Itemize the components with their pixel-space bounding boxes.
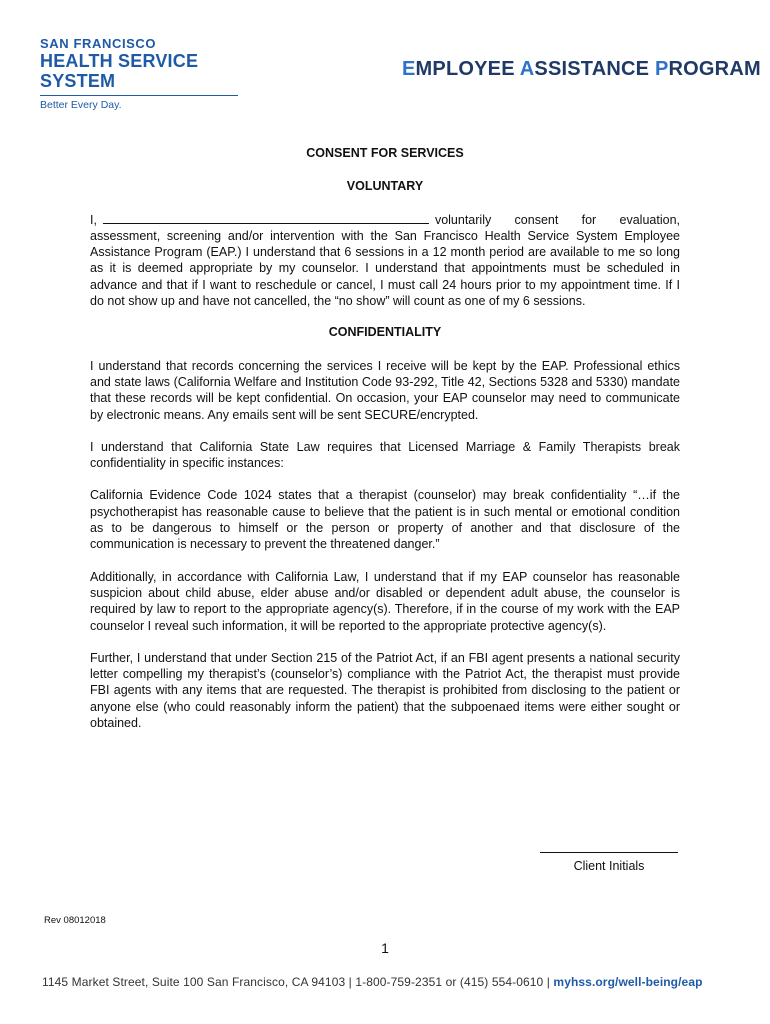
paragraph-evidence-code: California Evidence Code 1024 states that a therapist (counselor) may break confidentiality “…if the psychotherapist has reasonable cause to believe that the patient is in such mental or emotional condition as to be dangerous to himself or the person or property of another and that disclosure of the communication is necessary to prevent the threatened danger.” <box>90 488 680 552</box>
paragraph-abuse-reporting: Additionally, in accordance with California Law, I understand that if my EAP counselor has reasonable suspicion about child abuse, elder abuse and/or disabled or dependent adult abuse, the counselor is required by law to report to the appropriate agency(s). Therefore, if in the course of my work with the EAP counselor I reveal such information, it will be reported to the appropriate protective agency(s). <box>90 569 680 633</box>
section-heading-confidentiality: CONFIDENTIALITY <box>328 325 442 340</box>
document-body <box>90 145 680 731</box>
title-word-employee: MPLOYEE <box>415 58 520 80</box>
paragraph-records: I understand that records concerning the services I receive will be kept by the EAP. Professional ethics and state laws (California Welfare and Institution Code 93-292, Title 42, Sections 5328 and 5330) mandate that these records will be kept confidential. On occasion, your EAP counselor may need to communicate by electronic means. Any emails sent will be sent SECURE/encrypted. <box>90 358 680 422</box>
logo-org-line2: HEALTH SERVICE SYSTEM <box>40 51 199 91</box>
title-word-program: ROGRAM <box>668 58 761 80</box>
client-name-blank[interactable] <box>103 212 429 224</box>
document-title: CONSENT FOR SERVICES <box>306 146 464 160</box>
hss-logo <box>40 36 240 111</box>
logo-org-line1: SAN FRANCISCO <box>40 36 157 51</box>
paragraph-patriot-act: Further, I understand that under Section 215 of the Patriot Act, if an FBI agent presents a national security letter compelling my therapist’s (counselor’s) compliance with the Patriot Act, the therapist must provide FBI agents with any items that are requested. The therapist is prohibited from disclosing to the patient or anyone else (who could reasonably inform the patient) that the subpoenaed items were either sought or obtained. <box>90 650 680 731</box>
footer-address: 1145 Market Street, Suite 100 San Francisco, CA 94103 | 1-800-759-2351 or (415) 554-0610 | <box>42 975 554 989</box>
paragraph-state-law: I understand that California State Law requires that Licensed Marriage & Family Therapists break confidentiality in specific instances: <box>90 439 680 471</box>
voluntary-text: voluntarily consent for evaluation, assessment, screening and/or intervention with the San Francisco Health Service System Employee Assistance Program (EAP.) I understand that 6 sessions in a 12 month period are available to me so long as it is deemed appropriate by my counselor. I understand that appointments must be scheduled in advance and that if I want to reschedule or cancel, I must call 24 hours prior to my appointment time. If I do not show up and have not cancelled, the “no show” will count as one of my 6 sessions. <box>90 212 680 309</box>
title-letter-e: E <box>402 58 416 80</box>
client-initials-line[interactable] <box>540 852 678 854</box>
section-heading-voluntary: VOLUNTARY <box>346 179 424 194</box>
footer-contact <box>42 975 703 989</box>
program-title <box>402 58 761 81</box>
voluntary-paragraph <box>90 212 680 310</box>
logo-tagline: Better Every Day. <box>40 99 122 111</box>
title-letter-a: A <box>519 58 535 80</box>
voluntary-prefix: I, <box>90 212 97 227</box>
title-letter-p: P <box>654 58 669 80</box>
title-word-assistance: SSISTANCE <box>534 58 655 80</box>
footer-website-link[interactable]: myhss.org/well-being/eap <box>553 975 703 989</box>
client-initials-label: Client Initials <box>573 859 645 873</box>
revision-label: Rev 08012018 <box>44 915 106 926</box>
page-number: 1 <box>381 940 389 956</box>
client-initials-block <box>540 852 678 873</box>
logo-divider <box>40 95 238 96</box>
